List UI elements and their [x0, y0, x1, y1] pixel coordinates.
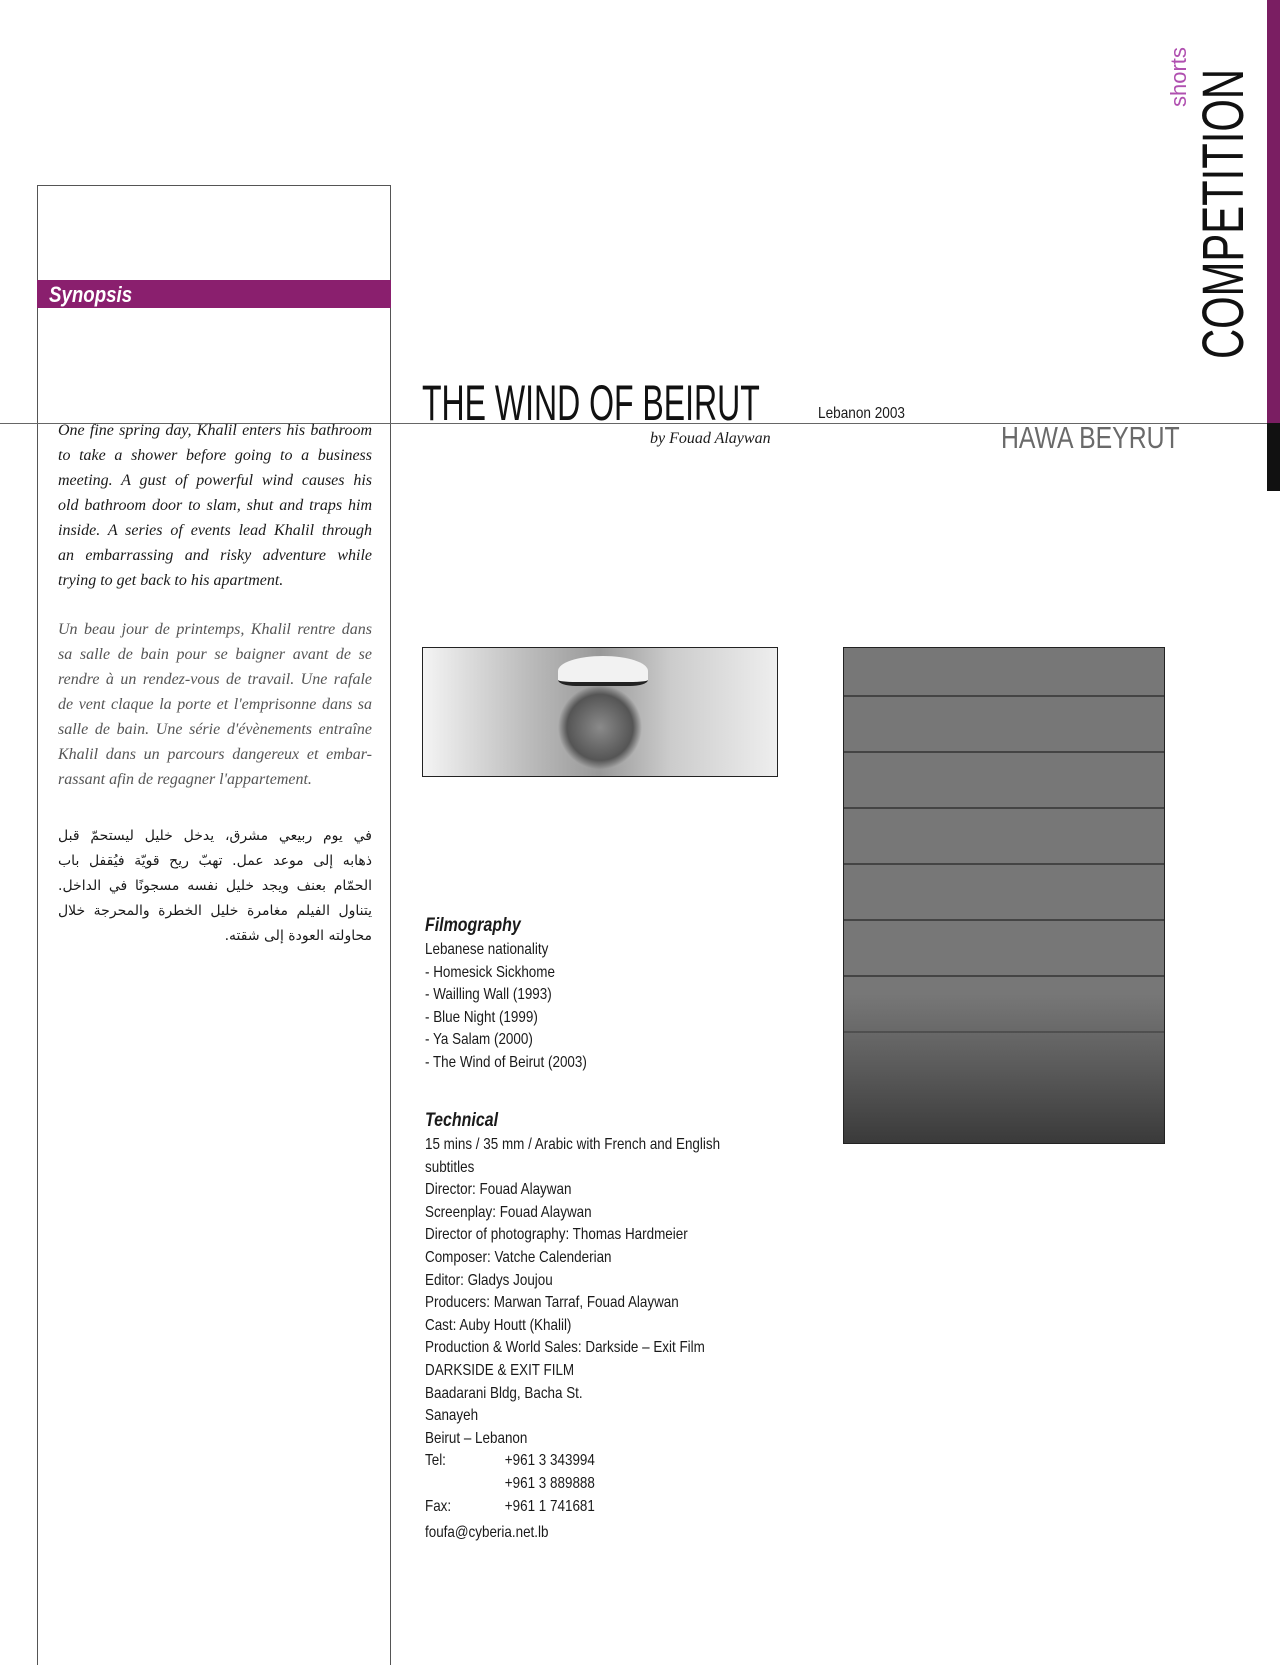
synopsis-arabic	[58, 824, 372, 949]
synopsis-english	[58, 418, 372, 593]
text-line: One fine spring day, Khalil enters his bathroom	[58, 422, 372, 439]
still-photo-scene	[843, 647, 1165, 1144]
text-line: meeting. A gust of powerful wind causes his	[58, 472, 372, 489]
hat-shape	[558, 656, 648, 686]
synopsis-header-bar	[37, 280, 391, 308]
fax-number: +961 1 741681	[504, 1497, 595, 1515]
competition-label: COMPETITION	[1191, 68, 1256, 359]
filmography-line: - Homesick Sickhome	[425, 963, 555, 981]
country-year: Lebanon 2003	[818, 405, 905, 422]
director-credit: by Fouad Alaywan	[650, 430, 771, 447]
text-line: Un beau jour de printemps, Khalil rentre dans	[58, 621, 372, 638]
still-photo-director	[422, 647, 778, 777]
technical-line: DARKSIDE & EXIT FILM	[425, 1361, 575, 1379]
filmography-line: - Wailling Wall (1993)	[425, 986, 552, 1004]
technical-line: Composer: Vatche Calenderian	[425, 1248, 612, 1266]
tel-number: +961 3 343994	[504, 1452, 595, 1470]
filmography-line: - The Wind of Beirut (2003)	[425, 1053, 587, 1071]
technical-line: Sanayeh	[425, 1407, 479, 1425]
text-line: ذهابه إلى موعد عمل. تهبّ ريح قويّة فيُقفل باب	[58, 853, 372, 869]
text-line: يتناول الفيلم مغامرة خليل الخطرة والمحرجة خلال	[58, 903, 372, 919]
technical-line: Baadarani Bldg, Bacha St.	[425, 1384, 583, 1402]
tel-number: +961 3 889888	[504, 1474, 595, 1492]
technical-line: Director of photography: Thomas Hardmeier	[425, 1226, 688, 1244]
synopsis-french	[58, 617, 372, 792]
fax-row	[425, 1496, 720, 1519]
section-sublabel: shorts	[1166, 47, 1191, 107]
fax-label: Fax:	[425, 1497, 452, 1515]
technical-heading: Technical	[425, 1110, 499, 1131]
text-line: محاولته العودة إلى شقته.	[224, 928, 372, 944]
synopsis-heading: Synopsis	[49, 282, 133, 307]
email-address[interactable]: foufa@cyberia.net.lb	[425, 1524, 549, 1542]
technical-line: Screenplay: Fouad Alaywan	[425, 1203, 592, 1221]
technical-line: Cast: Auby Houtt (Khalil)	[425, 1316, 572, 1334]
tel-label: Tel:	[425, 1452, 446, 1470]
text-line: inside. A series of events lead Khalil through	[58, 522, 372, 539]
section-label	[1191, 0, 1256, 359]
text-line: sa salle de bain pour se baigner avant de se	[58, 646, 372, 663]
tel-row	[425, 1450, 720, 1473]
text-line: an embarrassing and risky adventure while	[58, 547, 372, 564]
tel-row-2	[425, 1473, 720, 1496]
technical-line: subtitles	[425, 1158, 475, 1176]
technical-line: Editor: Gladys Joujou	[425, 1271, 553, 1289]
filmography-line: Lebanese nationality	[425, 941, 549, 958]
filmography-heading: Filmography	[425, 915, 521, 936]
section-color-bar	[1267, 0, 1280, 423]
technical-line: Director: Fouad Alaywan	[425, 1181, 572, 1199]
technical-section	[425, 1108, 720, 1545]
text-line: في يوم ربيعي مشرق، يدخل خليل ليستحمّ قبل	[58, 828, 372, 844]
technical-line: Producers: Marwan Tarraf, Fouad Alaywan	[425, 1294, 679, 1312]
text-line: rendre à un rendez-vous de travail. Une rafale	[58, 671, 372, 688]
text-line: to take a shower before going to a business	[58, 447, 372, 464]
text-line: Khalil dans un parcours dangereux et embar-	[58, 746, 372, 763]
text-line: old bathroom door to slam, shut and traps him	[58, 497, 372, 514]
text-line: rassant afin de regagner l'appartement.	[58, 771, 312, 788]
text-line: salle de bain. Une série d'évènements entraîne	[58, 721, 372, 738]
technical-line: Beirut – Lebanon	[425, 1429, 528, 1447]
section-black-bar	[1267, 423, 1280, 491]
technical-line: Production & World Sales: Darkside – Exit Film	[425, 1339, 705, 1357]
text-line: de vent claque la porte et l'emprisonne dans sa	[58, 696, 372, 713]
technical-line: 15 mins / 35 mm / Arabic with French and English	[425, 1136, 721, 1153]
filmography-line: - Blue Night (1999)	[425, 1008, 538, 1026]
original-title: HAWA BEYRUT	[1001, 420, 1180, 455]
filmography-section	[425, 913, 587, 1075]
text-line: trying to get back to his apartment.	[58, 572, 284, 589]
film-title: THE WIND OF BEIRUT	[422, 375, 760, 431]
filmography-line: - Ya Salam (2000)	[425, 1031, 533, 1049]
text-line: الحمّام بعنف ويجد خليل نفسه مسجونًا في الداخل.	[58, 878, 372, 894]
